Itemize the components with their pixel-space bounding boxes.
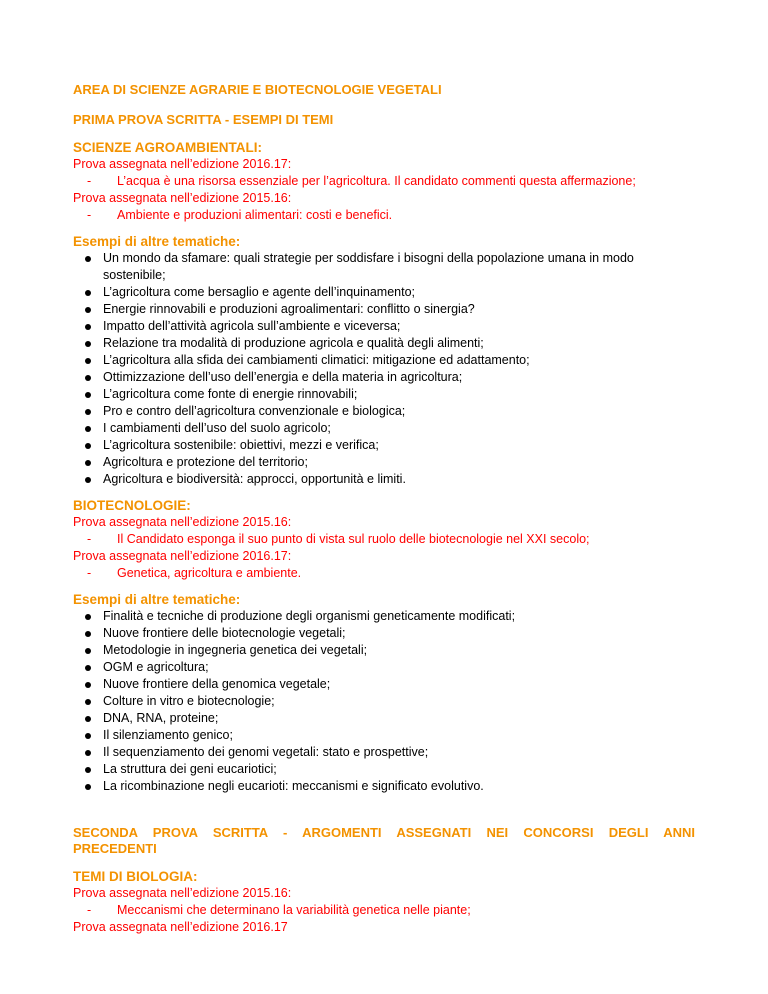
- list-item: Metodologie in ingegneria genetica dei vegetali;: [73, 642, 695, 659]
- section-heading-seconda-prova: SECONDA PROVA SCRITTA - ARGOMENTI ASSEGNATI NEI CONCORSI DEGLI ANNI PRECEDENTI: [73, 825, 695, 856]
- list-item: L’agricoltura alla sfida dei cambiamenti climatici: mitigazione ed adattamento;: [73, 352, 695, 369]
- list-item: Il sequenziamento dei genomi vegetali: stato e prospettive;: [73, 744, 695, 761]
- prova-label: Prova assegnata nell’edizione 2016.17: [73, 920, 288, 934]
- section-heading-prima-prova: PRIMA PROVA SCRITTA - ESEMPI DI TEMI: [73, 112, 334, 127]
- list-item: L’agricoltura sostenibile: obiettivi, mezzi e verifica;: [73, 437, 695, 454]
- list-item: Agricoltura e protezione del territorio;: [73, 454, 695, 471]
- subsection-heading-scienze-agroambientali: SCIENZE AGROAMBIENTALI:: [73, 140, 262, 155]
- list-item: Colture in vitro e biotecnologie;: [73, 693, 695, 710]
- examples-heading: Esempi di altre tematiche:: [73, 592, 241, 607]
- document-title: AREA DI SCIENZE AGRARIE E BIOTECNOLOGIE VEGETALI: [73, 82, 442, 97]
- bullet-icon: [85, 733, 91, 739]
- bullet-icon: [85, 614, 91, 620]
- prova-label: Prova assegnata nell’edizione 2016.17:: [73, 549, 292, 563]
- bullet-icon: [85, 682, 91, 688]
- bullet-icon: [85, 648, 91, 654]
- bullet-icon: [85, 665, 91, 671]
- bullet-icon: [85, 307, 91, 313]
- list-item: Relazione tra modalità di produzione agricola e qualità degli alimenti;: [73, 335, 695, 352]
- list-item: La struttura dei geni eucariotici;: [73, 761, 695, 778]
- examples-list-biotecnologie: [73, 608, 695, 795]
- subsection-heading-temi-biologia: TEMI DI BIOLOGIA:: [73, 869, 198, 884]
- list-item: Ottimizzazione dell’uso dell’energia e della materia in agricoltura;: [73, 369, 695, 386]
- bullet-icon: [85, 443, 91, 449]
- bullet-icon: [85, 750, 91, 756]
- examples-heading: Esempi di altre tematiche:: [73, 234, 241, 249]
- bullet-icon: [85, 699, 91, 705]
- subsection-heading-biotecnologie: BIOTECNOLOGIE:: [73, 498, 191, 513]
- bullet-icon: [85, 392, 91, 398]
- list-item: L’agricoltura come fonte di energie rinnovabili;: [73, 386, 695, 403]
- list-item: Pro e contro dell’agricoltura convenzionale e biologica;: [73, 403, 695, 420]
- prova-label: Prova assegnata nell’edizione 2015.16:: [73, 886, 292, 900]
- list-item: L’agricoltura come bersaglio e agente dell’inquinamento;: [73, 284, 695, 301]
- list-item: Energie rinnovabili e produzioni agroalimentari: conflitto o sinergia?: [73, 301, 695, 318]
- bullet-icon: [85, 358, 91, 364]
- list-item: Il silenziamento genico;: [73, 727, 695, 744]
- bullet-icon: [85, 426, 91, 432]
- bullet-icon: [85, 341, 91, 347]
- prova-item: - Ambiente e produzioni alimentari: costi e benefici.: [87, 208, 393, 222]
- bullet-icon: [85, 716, 91, 722]
- list-item: Nuove frontiere delle biotecnologie vegetali;: [73, 625, 695, 642]
- bullet-icon: [85, 324, 91, 330]
- list-item: DNA, RNA, proteine;: [73, 710, 695, 727]
- bullet-icon: [85, 375, 91, 381]
- document-page: [73, 82, 695, 936]
- prova-item: - L’acqua è una risorsa essenziale per l’agricoltura. Il candidato commenti questa affermazione;: [87, 174, 636, 188]
- list-item: I cambiamenti dell’uso del suolo agricolo;: [73, 420, 695, 437]
- list-item: Un mondo da sfamare: quali strategie per soddisfare i bisogni della popolazione umana in modo sostenibile;: [73, 250, 695, 284]
- bullet-icon: [85, 767, 91, 773]
- bullet-icon: [85, 477, 91, 483]
- prova-item: - Il Candidato esponga il suo punto di vista sul ruolo delle biotecnologie nel XXI secolo;: [87, 532, 590, 546]
- list-item: Impatto dell’attività agricola sull’ambiente e viceversa;: [73, 318, 695, 335]
- list-item: La ricombinazione negli eucarioti: meccanismi e significato evolutivo.: [73, 778, 695, 795]
- bullet-icon: [85, 784, 91, 790]
- list-item: Nuove frontiere della genomica vegetale;: [73, 676, 695, 693]
- bullet-icon: [85, 290, 91, 296]
- bullet-icon: [85, 409, 91, 415]
- prova-label: Prova assegnata nell’edizione 2016.17:: [73, 157, 292, 171]
- list-item: Agricoltura e biodiversità: approcci, opportunità e limiti.: [73, 471, 695, 488]
- bullet-icon: [85, 256, 91, 262]
- list-item: Finalità e tecniche di produzione degli organismi geneticamente modificati;: [73, 608, 695, 625]
- list-item: OGM e agricoltura;: [73, 659, 695, 676]
- prova-label: Prova assegnata nell’edizione 2015.16:: [73, 191, 292, 205]
- prova-label: Prova assegnata nell’edizione 2015.16:: [73, 515, 292, 529]
- examples-list-agro: [73, 250, 695, 488]
- bullet-icon: [85, 631, 91, 637]
- prova-item: - Meccanismi che determinano la variabilità genetica nelle piante;: [87, 903, 471, 917]
- prova-item: - Genetica, agricoltura e ambiente.: [87, 566, 302, 580]
- bullet-icon: [85, 460, 91, 466]
